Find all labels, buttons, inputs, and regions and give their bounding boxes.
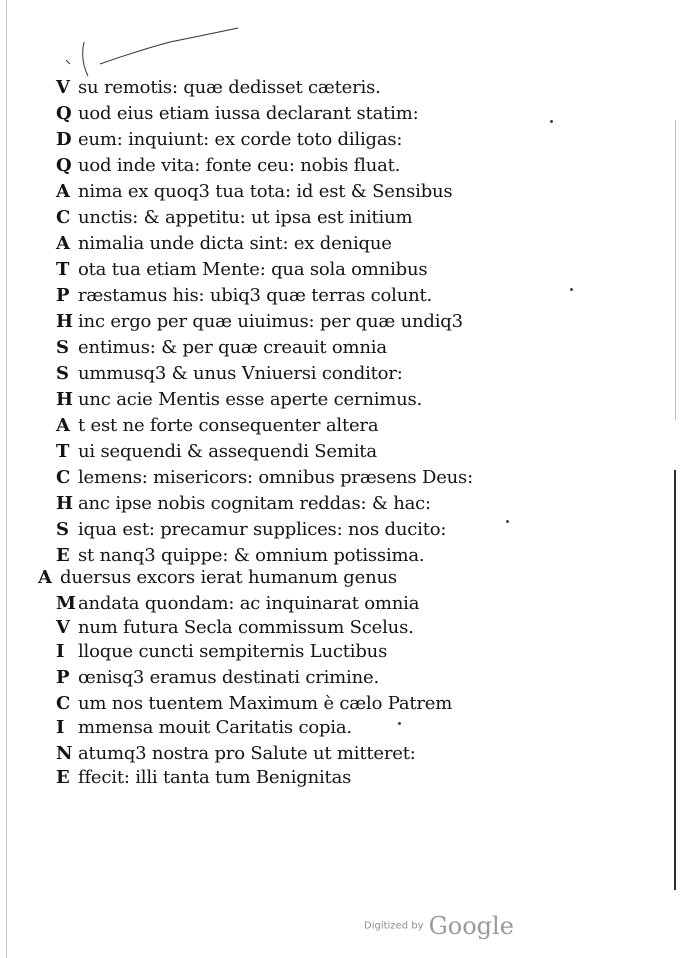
verse-line (56, 154, 400, 178)
verse-line (56, 616, 414, 640)
verse-text: lloque cuncti sempiternis Luctibus (78, 641, 388, 662)
verse-text: uod inde vita: fonte ceu: nobis fluat. (78, 155, 401, 176)
verse-line (56, 466, 473, 490)
page-edge-left (6, 0, 7, 958)
pen-scribble (60, 20, 260, 80)
verse-text: nima ex quoq3 tua tota: id est & Sensibus (78, 181, 453, 202)
page-edge-right (674, 470, 676, 890)
verse-initial: I (56, 717, 65, 738)
verse-text: t est ne forte consequenter altera (78, 415, 379, 436)
verse-line (56, 76, 381, 100)
verse-text: ummusq3 & unus Vniuersi conditor: (78, 363, 403, 384)
verse-line (56, 310, 463, 334)
verse-initial: M (56, 593, 76, 614)
verse-initial: P (56, 285, 70, 306)
verse-text: ota tua etiam Mente: qua sola omnibus (78, 259, 428, 280)
verse-text: mmensa mouit Caritatis copia. (78, 717, 352, 738)
verse-line (56, 544, 424, 568)
verse-text: su remotis: quæ dedisset cæteris. (78, 77, 381, 98)
verse-line (56, 716, 352, 740)
verse-text: anc ipse nobis cognitam reddas: & hac: (78, 493, 431, 514)
verse-text: ræstamus his: ubiq3 quæ terras colunt. (78, 285, 433, 306)
verse-line (56, 102, 418, 126)
watermark-prefix: Digitized by (364, 920, 424, 932)
verse-text: andata quondam: ac inquinarat omnia (78, 593, 420, 614)
digitized-watermark (364, 912, 514, 942)
verse-initial: V (56, 77, 70, 98)
verse-initial: A (38, 567, 52, 588)
verse-initial: A (56, 233, 70, 254)
google-logo: Google (428, 912, 514, 940)
verse-line (56, 336, 387, 360)
verse-initial: H (56, 311, 73, 332)
verse-initial: Q (56, 155, 72, 176)
verse-text: eum: inquiunt: ex corde toto diligas: (78, 129, 403, 150)
verse-initial: S (56, 519, 69, 540)
verse-text: ffecit: illi tanta tum Benignitas (78, 767, 352, 788)
verse-line (38, 566, 397, 590)
ink-speck (506, 520, 509, 523)
verse-text: unctis: & appetitu: ut ipsa est initium (78, 207, 413, 228)
verse-text: entimus: & per quæ creauit omnia (78, 337, 387, 358)
verse-line (56, 666, 379, 690)
verse-line (56, 518, 446, 542)
verse-initial: S (56, 363, 69, 384)
verse-line (56, 232, 392, 256)
verse-initial: S (56, 337, 69, 358)
verse-text: lemens: misericors: omnibus præsens Deus: (78, 467, 473, 488)
verse-text: iqua est: precamur supplices: nos ducito: (78, 519, 447, 540)
verse-line (56, 362, 403, 386)
verse-line (56, 592, 419, 616)
verse-line (56, 440, 377, 464)
verse-text: num futura Secla commissum Scelus. (78, 617, 414, 638)
verse-line (56, 258, 427, 282)
ink-speck (570, 288, 573, 291)
verse-initial: H (56, 389, 73, 410)
verse-line (56, 388, 422, 412)
verse-line (56, 414, 378, 438)
verse-initial: D (56, 129, 72, 150)
verse-initial: P (56, 667, 70, 688)
verse-text: inc ergo per quæ uiuimus: per quæ undiq3 (78, 311, 463, 332)
verse-text: œnisq3 eramus destinati crimine. (78, 667, 379, 688)
verse-text: uod eius etiam iussa declarant statim: (78, 103, 419, 124)
verse-text: atumq3 nostra pro Salute ut mitteret: (78, 743, 416, 764)
verse-line (56, 284, 432, 308)
verse-initial: V (56, 617, 70, 638)
verse-line (56, 742, 416, 766)
verse-text: nimalia unde dicta sint: ex denique (78, 233, 392, 254)
verse-initial: Q (56, 103, 72, 124)
verse-initial: A (56, 415, 70, 436)
verse-initial: E (56, 767, 70, 788)
verse-initial: H (56, 493, 73, 514)
verse-initial: T (56, 441, 70, 462)
verse-initial: C (56, 467, 71, 488)
verse-text: duersus excors ierat humanum genus (60, 567, 397, 588)
verse-line (56, 128, 402, 152)
verse-initial: A (56, 181, 70, 202)
verse-text: st nanq3 quippe: & omnium potissima. (78, 545, 425, 566)
verse-initial: I (56, 641, 65, 662)
verse-text: um nos tuentem Maximum è cælo Patrem (78, 693, 453, 714)
verse-line (56, 766, 351, 790)
verse-initial: E (56, 545, 70, 566)
verse-initial: C (56, 693, 71, 714)
verse-initial: N (56, 743, 73, 764)
verse-line (56, 180, 452, 204)
ink-speck (550, 120, 553, 123)
verse-line (56, 206, 412, 230)
verse-initial: C (56, 207, 71, 228)
verse-text: unc acie Mentis esse aperte cernimus. (78, 389, 423, 410)
page-edge-right-top (675, 120, 676, 420)
ink-speck (398, 722, 401, 725)
verse-line (56, 492, 431, 516)
verse-line (56, 692, 452, 716)
verse-line (56, 640, 387, 664)
verse-text: ui sequendi & assequendi Semita (78, 441, 377, 462)
verse-initial: T (56, 259, 70, 280)
